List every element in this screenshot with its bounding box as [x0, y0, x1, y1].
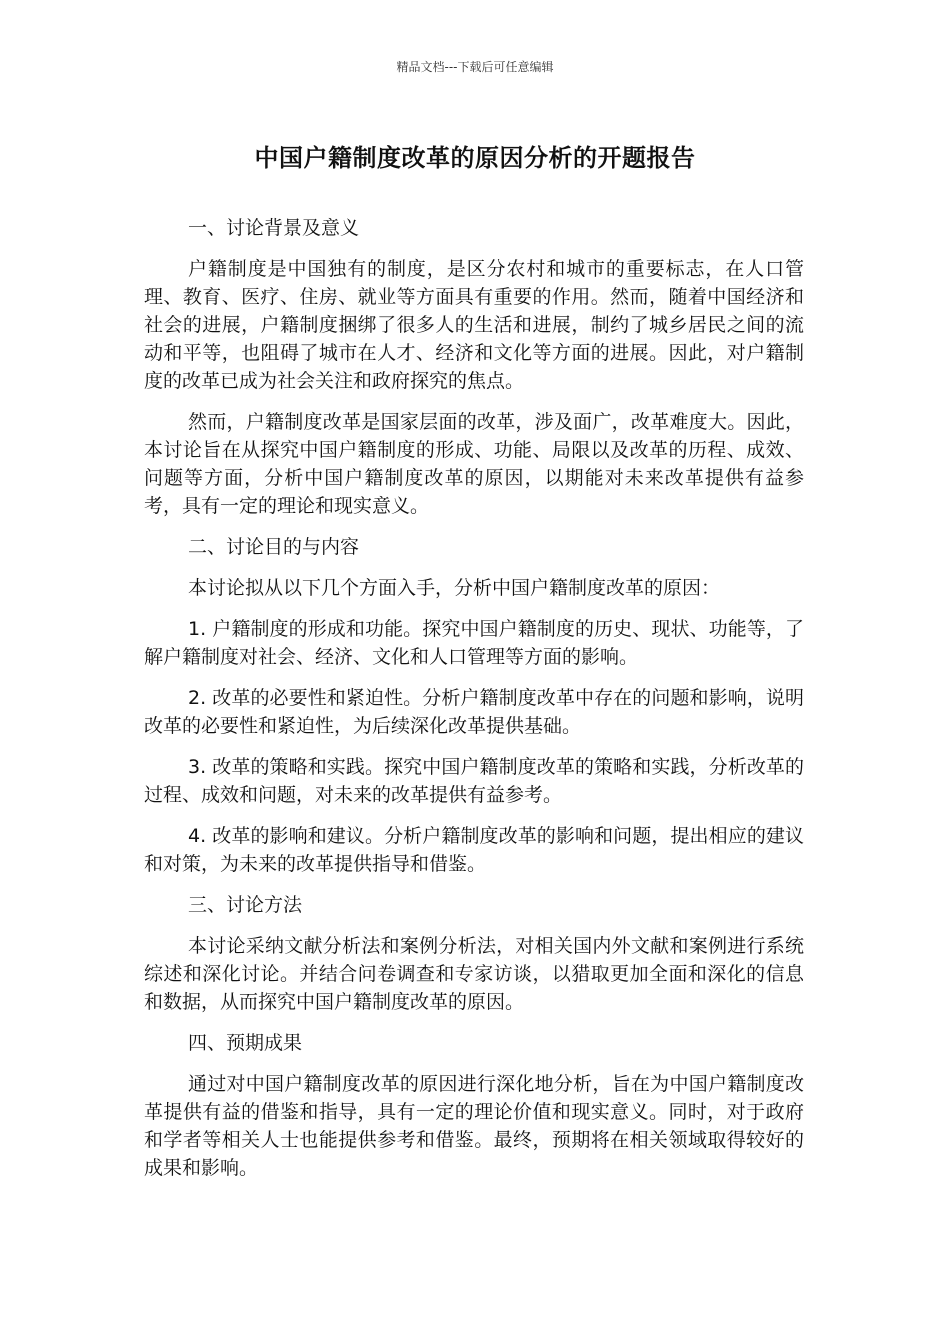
document-title: 中国户籍制度改革的原因分析的开题报告 — [254, 144, 696, 172]
paragraph: 本讨论采纳文献分析法和案例分析法，对相关国内外文献和案例进行系统综述和深化讨论。并结合问卷调查和专家访谈，以猎取更加全面和深化的信息和数据，从而探究中国户籍制度改革的原因。 — [144, 935, 804, 1013]
list-item: 1. 户籍制度的形成和功能。探究中国户籍制度的历史、现状、功能等，了解户籍制度对社会、经济、文化和人口管理等方面的影响。 — [144, 618, 804, 668]
list-item: 2. 改革的必要性和紧迫性。分析户籍制度改革中存在的问题和影响，说明改革的必要性和紧迫性，为后续深化改革提供基础。 — [144, 687, 804, 737]
list-item: 3. 改革的策略和实践。探究中国户籍制度改革的策略和实践，分析改革的过程、成效和问题，对未来的改革提供有益参考。 — [144, 756, 804, 806]
paragraph: 本讨论拟从以下几个方面入手，分析中国户籍制度改革的原因： — [188, 577, 721, 599]
section-heading-outcomes: 四、预期成果 — [188, 1032, 303, 1054]
paragraph: 户籍制度是中国独有的制度，是区分农村和城市的重要标志，在人口管理、教育、医疗、住房、就业等方面具有重要的作用。然而，随着中国经济和社会的进展，户籍制度捆绑了很多人的生活和进展，制约了城乡居民之间的流动和平等，也阻碍了城市在人才、经济和文化等方面的进展。因此，对户籍制度的改革已成为社会关注和政府探究的焦点。 — [144, 258, 804, 392]
paragraph: 然而，户籍制度改革是国家层面的改革，涉及面广，改革难度大。因此，本讨论旨在从探究中国户籍制度的形成、功能、局限以及改革的历程、成效、问题等方面，分析中国户籍制度改革的原因，以期能对未来改革提供有益参考，具有一定的理论和现实意义。 — [144, 411, 804, 517]
paragraph: 通过对中国户籍制度改革的原因进行深化地分析，旨在为中国户籍制度改革提供有益的借鉴和指导，具有一定的理论价值和现实意义。同时，对于政府和学者等相关人士也能提供参考和借鉴。最终，预期将在相关领域取得较好的成果和影响。 — [144, 1073, 804, 1179]
header-note: 精品文档---下载后可任意编辑 — [396, 60, 554, 74]
section-heading-objectives: 二、讨论目的与内容 — [188, 536, 360, 558]
list-item: 4. 改革的影响和建议。分析户籍制度改革的影响和问题，提出相应的建议和对策，为未来的改革提供指导和借鉴。 — [144, 825, 804, 875]
section-heading-methods: 三、讨论方法 — [188, 894, 303, 916]
section-heading-background: 一、讨论背景及意义 — [188, 217, 360, 239]
document-body — [144, 214, 804, 1195]
